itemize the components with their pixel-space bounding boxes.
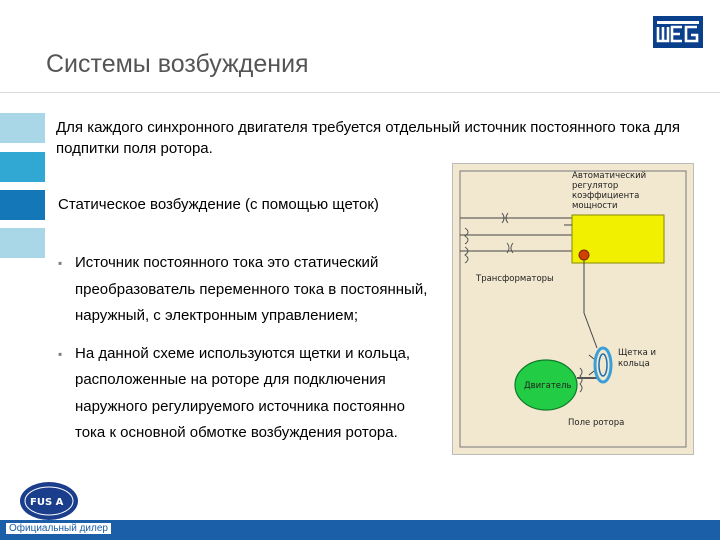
dealer-logo-text: FUS A [30, 497, 64, 508]
title-divider [0, 92, 720, 93]
page-title: Системы возбуждения [46, 50, 309, 78]
regulator-label: Автоматический регулятор коэффициента мощности [572, 171, 647, 211]
bullet-text: На данной схеме используются щетки и кольца, расположенные на роторе для подключения наружного регулируемого источника постоянно тока к основной обмотке возбуждения ротора. [75, 344, 411, 441]
bullet-marker-icon: ▪ [58, 346, 63, 361]
dealer-logo [18, 480, 80, 522]
brushes-label: Щетка и кольца [618, 348, 657, 369]
accent-stripe [0, 113, 45, 143]
rotor-field-label: Поле ротора [568, 418, 625, 428]
weg-logo [653, 16, 703, 48]
accent-stripe [0, 152, 45, 182]
bullet-item [58, 250, 438, 330]
bullet-marker-icon: ▪ [58, 256, 63, 270]
bullet-item [58, 341, 438, 447]
accent-stripe [0, 228, 45, 258]
bullet-list [58, 250, 438, 458]
footer-label: Официальный дилер [6, 523, 111, 534]
accent-stripe [0, 190, 45, 220]
intro-text: Для каждого синхронного двигателя требуется отдельный источник постоянного тока для подпитки поля ротора. [56, 119, 681, 157]
bullet-text: Источник постоянного тока это статический преобразователь переменного тока в постоянный, наружный, с электронным управлением; [75, 254, 428, 324]
regulator-terminal-icon [579, 250, 589, 260]
motor-label: Двигатель [524, 381, 572, 391]
transformers-label: Трансформаторы [476, 274, 554, 284]
section-subheading: Статическое возбуждение (с помощью щеток) [58, 196, 379, 213]
excitation-diagram [452, 163, 694, 455]
